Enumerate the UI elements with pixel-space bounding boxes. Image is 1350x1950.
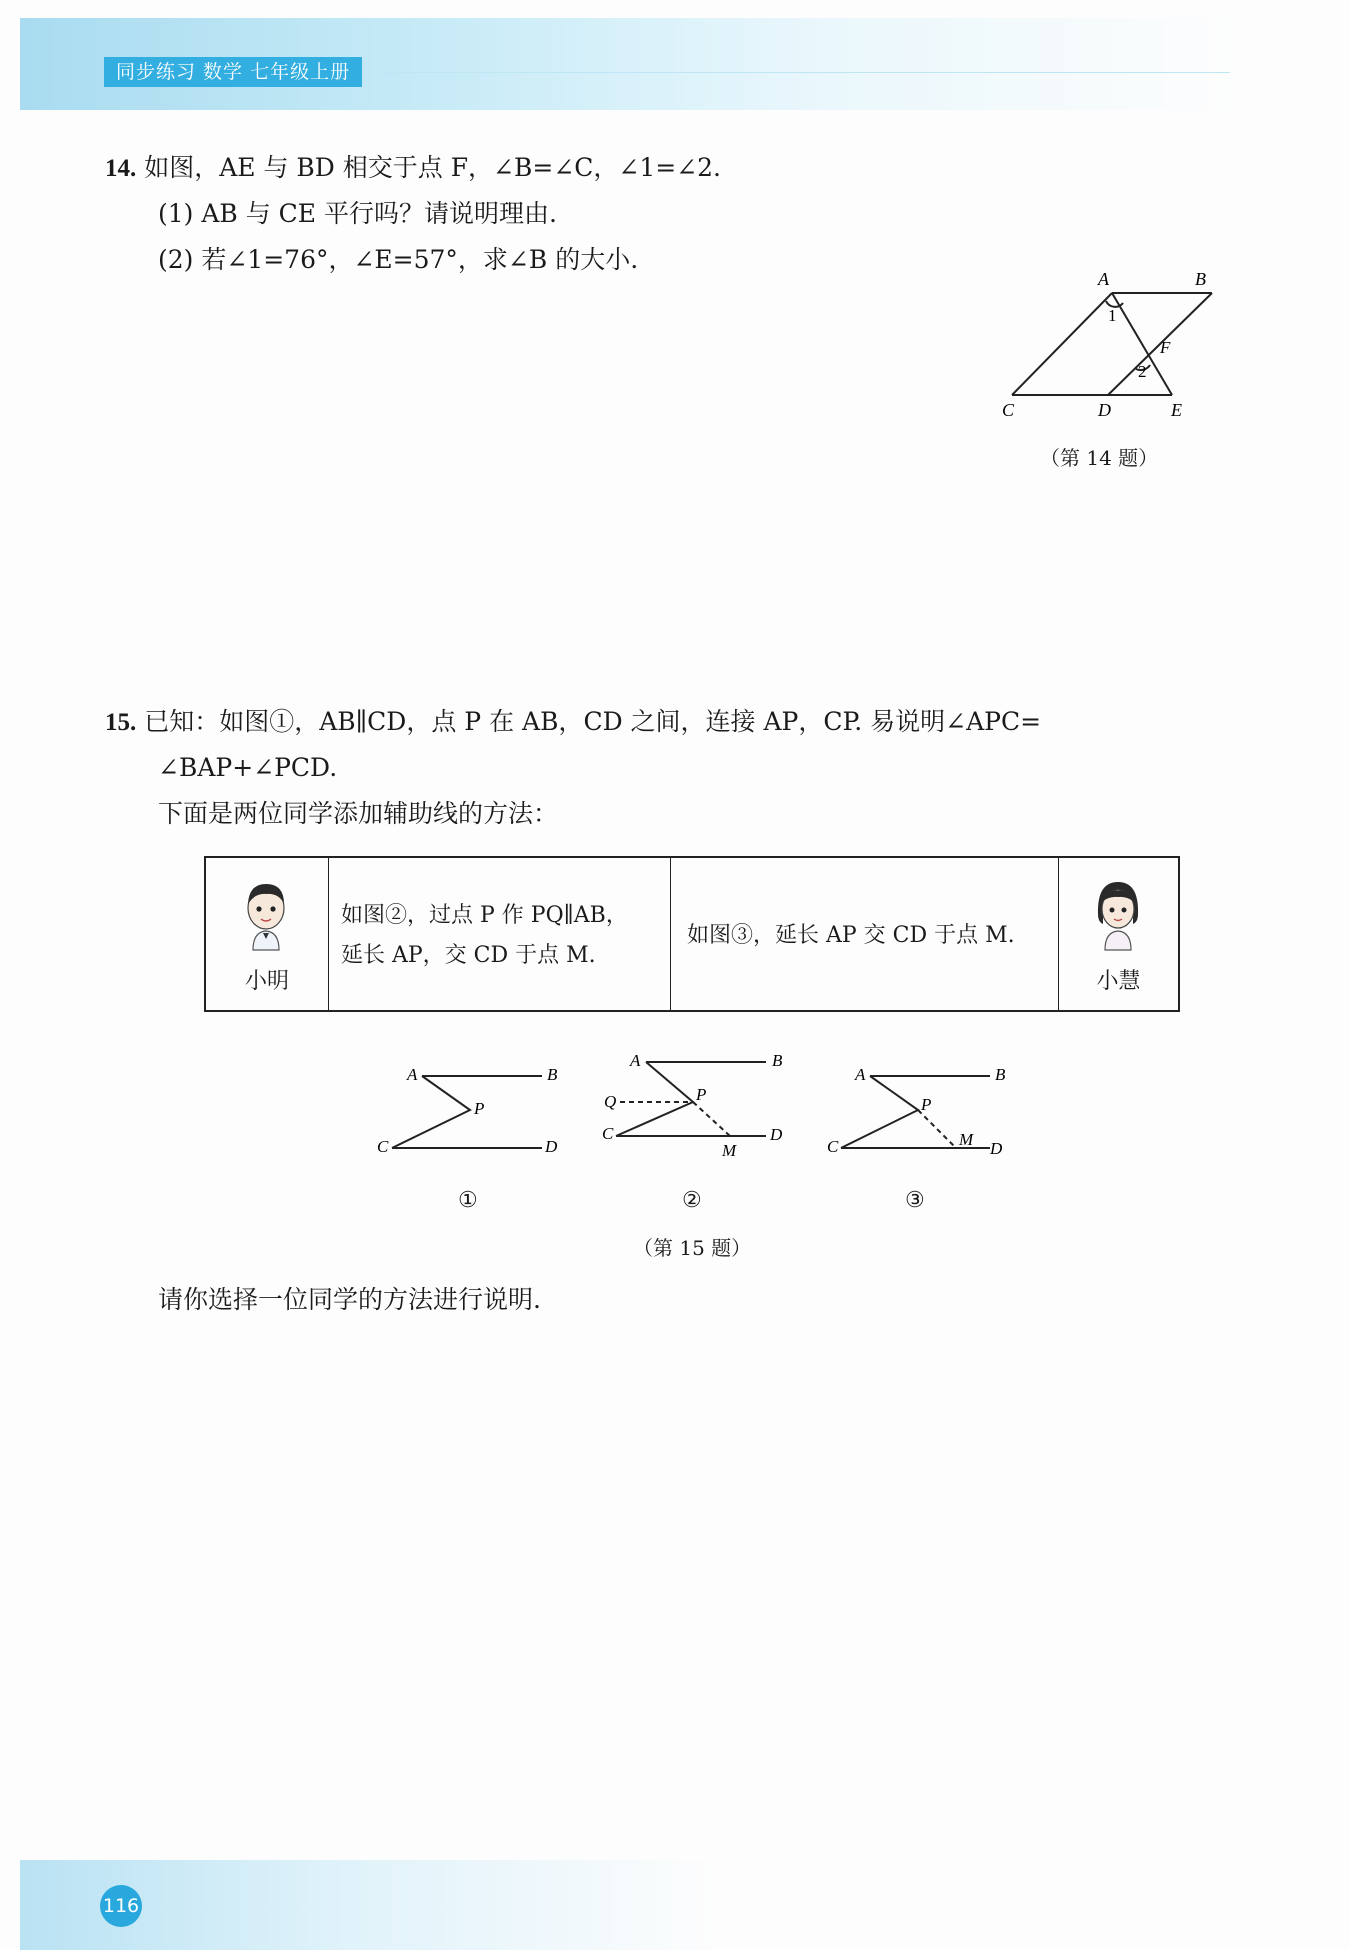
fig3-label-b: B <box>995 1065 1006 1084</box>
q15-stem-1: 已知：如图①，AB∥CD，点 P 在 AB，CD 之间，连接 AP，CP. 易说明∠APC= <box>144 707 1042 736</box>
xiaohui-method-cell <box>670 858 1058 1010</box>
xiaoming-method-line2: 延长 AP，交 CD 于点 M. <box>341 943 596 968</box>
label-a: A <box>1098 269 1109 289</box>
fig3-label-p: P <box>921 1095 932 1114</box>
segment-ac <box>1012 293 1112 395</box>
fig2-label-q: Q <box>604 1092 617 1111</box>
q14-number: 14. <box>105 155 137 182</box>
q15-stem-line2: ∠BAP+∠PCD. <box>158 753 338 782</box>
fig2-label-p: P <box>696 1085 707 1104</box>
xiaohui-method-text: 如图③，延长 AP 交 CD 于点 M. <box>687 923 1015 948</box>
label-c: C <box>1002 400 1015 420</box>
fig1-label-c: C <box>377 1137 389 1156</box>
fig3-label-a: A <box>855 1065 866 1084</box>
q14-stem: 如图，AE 与 BD 相交于点 F，∠B=∠C，∠1=∠2. <box>144 153 721 182</box>
fig3-label-m: M <box>959 1130 974 1149</box>
q15-figure-3 <box>815 1048 1025 1168</box>
q15-closing: 请你选择一位同学的方法进行说明. <box>158 1285 541 1314</box>
fig2-label-d: D <box>770 1125 783 1144</box>
label-b: B <box>1195 269 1206 289</box>
figure-number-3: ③ <box>905 1188 925 1213</box>
fig3-label-c: C <box>827 1137 839 1156</box>
girl-avatar-icon <box>1091 874 1145 954</box>
q14-caption: （第 14 题） <box>1040 446 1159 470</box>
fig1-label-d: D <box>545 1137 558 1156</box>
methods-table <box>204 856 1180 1012</box>
fig2-label-m: M <box>722 1141 737 1160</box>
q14-figure <box>990 265 1230 430</box>
figure-number-2: ② <box>682 1188 702 1213</box>
q14-part2: (2) 若∠1=76°，∠E=57°，求∠B 的大小. <box>158 245 639 274</box>
xiaoming-cell <box>206 858 328 1010</box>
fig1-label-p: P <box>474 1099 485 1118</box>
page-number: 116 <box>100 1885 142 1927</box>
book-title-tag: 同步练习 数学 七年级上册 <box>104 57 362 87</box>
q15-intro: 下面是两位同学添加辅助线的方法： <box>158 799 559 828</box>
q15-number: 15. <box>105 709 137 736</box>
fig1-label-a: A <box>407 1065 418 1084</box>
label-angle-2: 2 <box>1138 362 1147 381</box>
boy-avatar-icon <box>239 874 293 954</box>
q15-figure-1 <box>370 1048 570 1168</box>
figure-number-1: ① <box>458 1188 478 1213</box>
label-d: D <box>1098 400 1111 420</box>
fig2-label-a: A <box>630 1051 641 1070</box>
fig2-label-b: B <box>772 1051 783 1070</box>
xiaoming-name: 小明 <box>244 969 289 994</box>
xiaohui-name: 小慧 <box>1096 969 1141 994</box>
label-f: F <box>1160 338 1171 357</box>
q14-stem-line <box>105 152 721 185</box>
q15-figure-2 <box>590 1040 800 1170</box>
xiaoming-method-cell <box>328 858 670 1010</box>
fig1-label-b: B <box>547 1065 558 1084</box>
xiaohui-cell <box>1058 858 1178 1010</box>
header-rule <box>380 72 1230 73</box>
fig2-label-c: C <box>602 1124 614 1143</box>
label-e: E <box>1171 400 1182 420</box>
q15-stem-line1 <box>105 706 1041 739</box>
q15-caption: （第 15 题） <box>633 1236 752 1260</box>
fig3-label-d: D <box>990 1139 1003 1158</box>
xiaoming-method-line1: 如图②，过点 P 作 PQ∥AB， <box>341 903 628 928</box>
label-angle-1: 1 <box>1108 306 1117 325</box>
q14-part1: (1) AB 与 CE 平行吗？请说明理由. <box>158 199 557 228</box>
